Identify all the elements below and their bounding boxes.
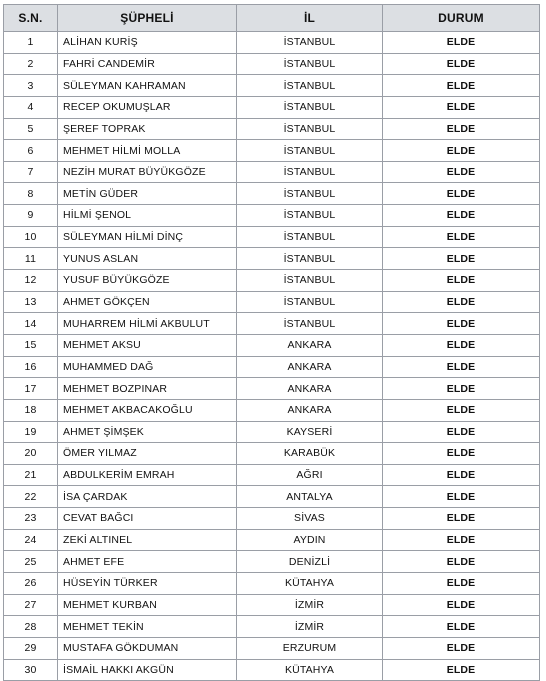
- row-status: ELDE: [383, 248, 540, 270]
- row-province: İSTANBUL: [237, 226, 383, 248]
- row-province: İSTANBUL: [237, 118, 383, 140]
- table-row: [4, 594, 540, 616]
- row-serial-number: 25: [4, 551, 58, 573]
- row-suspect-name: İSMAİL HAKKI AKGÜN: [58, 659, 237, 681]
- row-status: ELDE: [383, 291, 540, 313]
- row-province: İSTANBUL: [237, 75, 383, 97]
- table-row: [4, 399, 540, 421]
- row-status: ELDE: [383, 96, 540, 118]
- row-status: ELDE: [383, 637, 540, 659]
- row-status: ELDE: [383, 399, 540, 421]
- row-serial-number: 15: [4, 334, 58, 356]
- row-serial-number: 6: [4, 140, 58, 162]
- row-province: KÜTAHYA: [237, 659, 383, 681]
- row-status: ELDE: [383, 464, 540, 486]
- row-province: İSTANBUL: [237, 205, 383, 227]
- table-row: [4, 421, 540, 443]
- row-suspect-name: RECEP OKUMUŞLAR: [58, 96, 237, 118]
- table-row: [4, 659, 540, 681]
- row-province: İSTANBUL: [237, 96, 383, 118]
- row-status: ELDE: [383, 421, 540, 443]
- table-row: [4, 616, 540, 638]
- row-serial-number: 21: [4, 464, 58, 486]
- row-status: ELDE: [383, 205, 540, 227]
- row-province: KÜTAHYA: [237, 573, 383, 595]
- row-suspect-name: MEHMET BOZPINAR: [58, 378, 237, 400]
- row-suspect-name: MEHMET AKSU: [58, 334, 237, 356]
- row-suspect-name: MUHAMMED DAĞ: [58, 356, 237, 378]
- row-province: KARABÜK: [237, 443, 383, 465]
- row-serial-number: 11: [4, 248, 58, 270]
- table-body: [4, 32, 540, 681]
- table-row: [4, 313, 540, 335]
- table-row: [4, 637, 540, 659]
- row-suspect-name: MUSTAFA GÖKDUMAN: [58, 637, 237, 659]
- row-serial-number: 29: [4, 637, 58, 659]
- row-serial-number: 3: [4, 75, 58, 97]
- row-status: ELDE: [383, 183, 540, 205]
- header-suspect: ŞÜPHELİ: [58, 5, 237, 32]
- suspect-list-sheet: [3, 4, 539, 681]
- row-status: ELDE: [383, 486, 540, 508]
- row-serial-number: 9: [4, 205, 58, 227]
- row-serial-number: 5: [4, 118, 58, 140]
- row-suspect-name: MEHMET AKBACAKOĞLU: [58, 399, 237, 421]
- table-row: [4, 75, 540, 97]
- table-row: [4, 226, 540, 248]
- row-suspect-name: NEZİH MURAT BÜYÜKGÖZE: [58, 161, 237, 183]
- row-suspect-name: ABDULKERİM EMRAH: [58, 464, 237, 486]
- row-status: ELDE: [383, 594, 540, 616]
- row-suspect-name: MEHMET TEKİN: [58, 616, 237, 638]
- row-serial-number: 18: [4, 399, 58, 421]
- row-province: İSTANBUL: [237, 140, 383, 162]
- table-row: [4, 378, 540, 400]
- row-province: İSTANBUL: [237, 291, 383, 313]
- row-status: ELDE: [383, 529, 540, 551]
- table-row: [4, 356, 540, 378]
- row-province: ANKARA: [237, 378, 383, 400]
- row-status: ELDE: [383, 616, 540, 638]
- table-row: [4, 32, 540, 54]
- table-row: [4, 270, 540, 292]
- table-row: [4, 573, 540, 595]
- row-serial-number: 8: [4, 183, 58, 205]
- table-header-row: [4, 5, 540, 32]
- row-suspect-name: AHMET EFE: [58, 551, 237, 573]
- table-row: [4, 291, 540, 313]
- row-serial-number: 12: [4, 270, 58, 292]
- table-row: [4, 334, 540, 356]
- row-suspect-name: ZEKİ ALTINEL: [58, 529, 237, 551]
- row-province: AYDIN: [237, 529, 383, 551]
- table-row: [4, 508, 540, 530]
- row-province: ERZURUM: [237, 637, 383, 659]
- table-row: [4, 183, 540, 205]
- row-province: İSTANBUL: [237, 248, 383, 270]
- table-row: [4, 529, 540, 551]
- row-serial-number: 1: [4, 32, 58, 54]
- row-province: İZMİR: [237, 594, 383, 616]
- row-status: ELDE: [383, 551, 540, 573]
- table-row: [4, 443, 540, 465]
- row-status: ELDE: [383, 118, 540, 140]
- row-status: ELDE: [383, 334, 540, 356]
- header-status: DURUM: [383, 5, 540, 32]
- row-suspect-name: ÖMER YILMAZ: [58, 443, 237, 465]
- row-serial-number: 10: [4, 226, 58, 248]
- table-row: [4, 53, 540, 75]
- table-row: [4, 140, 540, 162]
- table-row: [4, 205, 540, 227]
- table-row: [4, 248, 540, 270]
- row-province: AĞRI: [237, 464, 383, 486]
- row-province: İSTANBUL: [237, 53, 383, 75]
- row-province: DENİZLİ: [237, 551, 383, 573]
- table-row: [4, 551, 540, 573]
- row-suspect-name: MEHMET KURBAN: [58, 594, 237, 616]
- row-serial-number: 26: [4, 573, 58, 595]
- row-suspect-name: HİLMİ ŞENOL: [58, 205, 237, 227]
- row-serial-number: 16: [4, 356, 58, 378]
- row-status: ELDE: [383, 140, 540, 162]
- row-suspect-name: METİN GÜDER: [58, 183, 237, 205]
- row-status: ELDE: [383, 53, 540, 75]
- row-status: ELDE: [383, 32, 540, 54]
- row-suspect-name: ALİHAN KURİŞ: [58, 32, 237, 54]
- row-status: ELDE: [383, 508, 540, 530]
- row-province: İSTANBUL: [237, 313, 383, 335]
- row-suspect-name: YUNUS ASLAN: [58, 248, 237, 270]
- row-province: İSTANBUL: [237, 161, 383, 183]
- row-serial-number: 27: [4, 594, 58, 616]
- row-province: İSTANBUL: [237, 183, 383, 205]
- row-serial-number: 23: [4, 508, 58, 530]
- row-suspect-name: AHMET GÖKÇEN: [58, 291, 237, 313]
- row-status: ELDE: [383, 75, 540, 97]
- row-serial-number: 19: [4, 421, 58, 443]
- row-suspect-name: İSA ÇARDAK: [58, 486, 237, 508]
- row-serial-number: 30: [4, 659, 58, 681]
- row-serial-number: 4: [4, 96, 58, 118]
- table-row: [4, 96, 540, 118]
- row-status: ELDE: [383, 573, 540, 595]
- row-serial-number: 20: [4, 443, 58, 465]
- row-serial-number: 17: [4, 378, 58, 400]
- row-suspect-name: AHMET ŞİMŞEK: [58, 421, 237, 443]
- row-province: İSTANBUL: [237, 32, 383, 54]
- row-suspect-name: MUHARREM HİLMİ AKBULUT: [58, 313, 237, 335]
- row-province: ANTALYA: [237, 486, 383, 508]
- row-serial-number: 14: [4, 313, 58, 335]
- row-suspect-name: SÜLEYMAN KAHRAMAN: [58, 75, 237, 97]
- table-row: [4, 118, 540, 140]
- row-status: ELDE: [383, 378, 540, 400]
- row-status: ELDE: [383, 313, 540, 335]
- row-suspect-name: FAHRİ CANDEMİR: [58, 53, 237, 75]
- row-serial-number: 2: [4, 53, 58, 75]
- row-suspect-name: CEVAT BAĞCI: [58, 508, 237, 530]
- table-row: [4, 161, 540, 183]
- row-suspect-name: YUSUF BÜYÜKGÖZE: [58, 270, 237, 292]
- suspect-table: [3, 4, 540, 681]
- row-suspect-name: HÜSEYİN TÜRKER: [58, 573, 237, 595]
- row-status: ELDE: [383, 356, 540, 378]
- table-row: [4, 486, 540, 508]
- row-province: ANKARA: [237, 356, 383, 378]
- row-status: ELDE: [383, 226, 540, 248]
- row-suspect-name: ŞEREF TOPRAK: [58, 118, 237, 140]
- row-status: ELDE: [383, 270, 540, 292]
- row-serial-number: 13: [4, 291, 58, 313]
- header-province: İL: [237, 5, 383, 32]
- row-serial-number: 28: [4, 616, 58, 638]
- row-status: ELDE: [383, 161, 540, 183]
- row-province: İSTANBUL: [237, 270, 383, 292]
- row-suspect-name: MEHMET HİLMİ MOLLA: [58, 140, 237, 162]
- row-province: İZMİR: [237, 616, 383, 638]
- row-province: ANKARA: [237, 399, 383, 421]
- row-status: ELDE: [383, 659, 540, 681]
- table-row: [4, 464, 540, 486]
- row-province: KAYSERİ: [237, 421, 383, 443]
- row-serial-number: 7: [4, 161, 58, 183]
- row-serial-number: 22: [4, 486, 58, 508]
- row-province: SİVAS: [237, 508, 383, 530]
- row-serial-number: 24: [4, 529, 58, 551]
- row-suspect-name: SÜLEYMAN HİLMİ DİNÇ: [58, 226, 237, 248]
- row-province: ANKARA: [237, 334, 383, 356]
- header-sn: S.N.: [4, 5, 58, 32]
- row-status: ELDE: [383, 443, 540, 465]
